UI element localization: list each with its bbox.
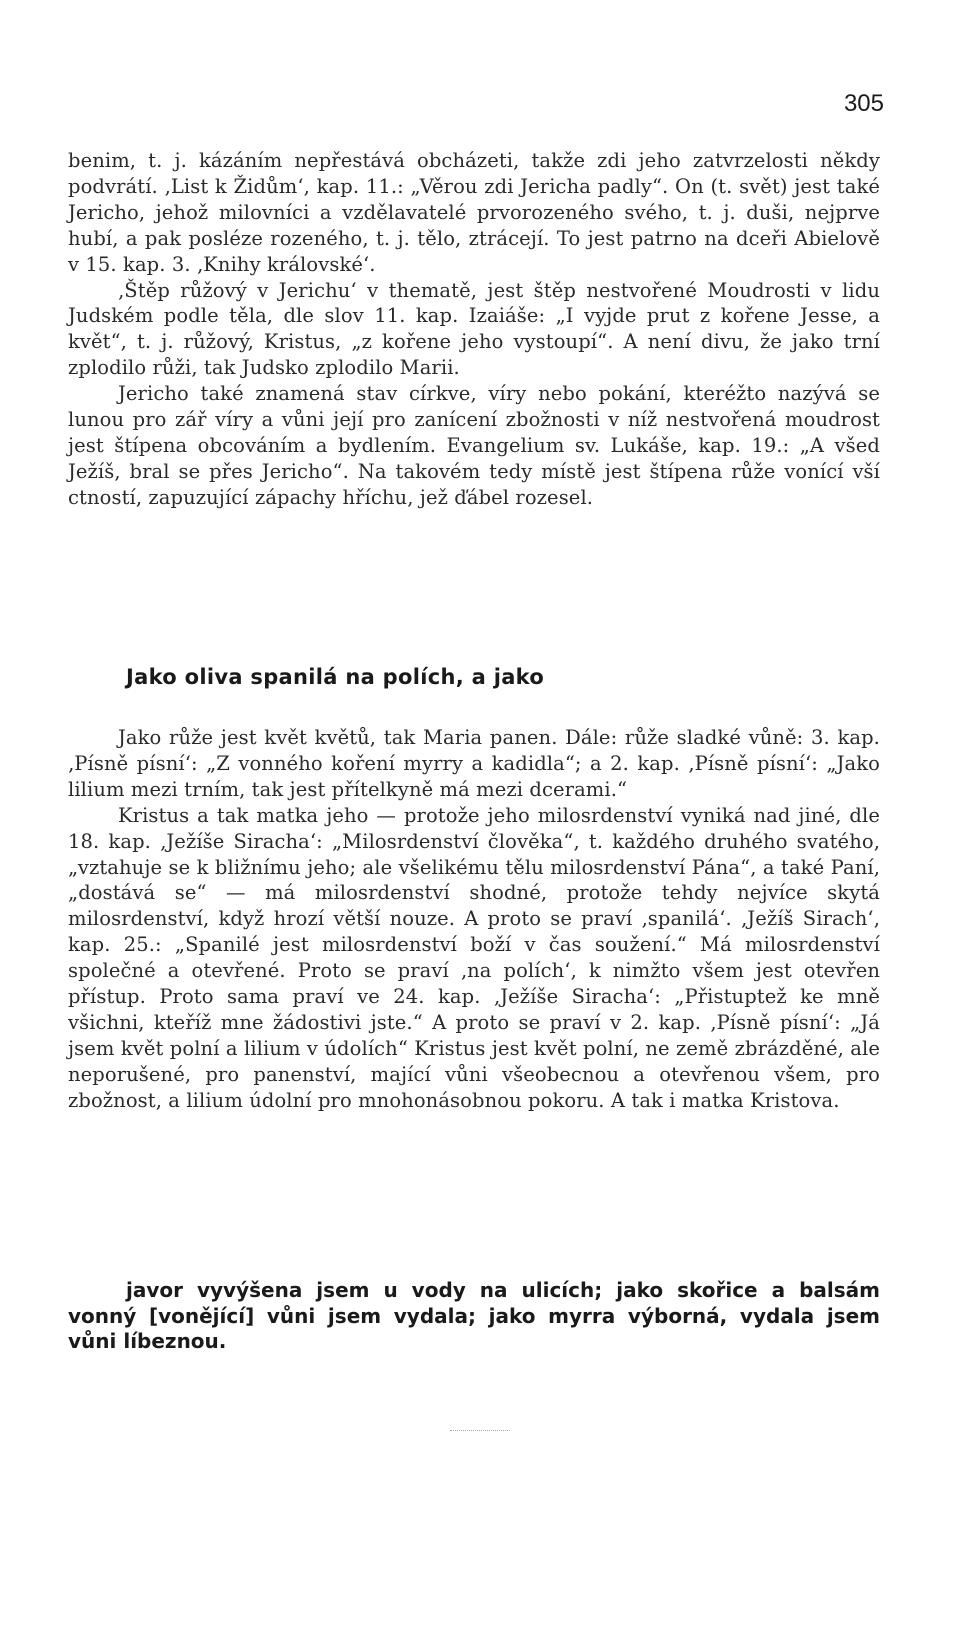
paragraph: Kristus a tak matka jeho — protože jeho milosrdenství vyniká nad jiné, dle 18. kap. ‚Ježíše Siracha‘: „Milosrdenství člověka“, t. každého druhého svatého, „vztahuje se k bližnímu jeho; ale všelikému tělu milosrdenství Pána“, a také Paní, „dostává se“ — má milosrdenství shodné, protože tehdy nejvíce skytá milosrdenství, když hrozí větší nouze. A proto se praví ‚spanilá‘. ‚Ježíš Sirach‘, kap. 25.: „Spanilé jest milosrdenství boží v čas soužení.“ Má milosrdenství společné a otevřené. Proto se praví ‚na polích‘, k nimžto všem jest otevřen přístup. Proto sama praví ve 24. kap. ‚Ježíše Siracha‘: „Přistuptež ke mně všichni, kteříž mne žádostivi jste.“ A proto se praví v 2. kap. ‚Písně písní‘: „Já jsem květ polní a lilium v údolích“ Kristus jest květ polní, ne země zbrázděné, ale neporušené, pro panenství, mající vůni všeobecnou a otevřenou všem, pro zbožnost, a lilium údolní pro mnohonásobnou pokoru. A tak i matka Kristova. — [68, 803, 880, 1112]
divider — [450, 1430, 510, 1432]
paragraph: Jericho také znamená stav církve, víry nebo pokání, kteréžto nazývá se lunou pro zář víry a vůni její pro zanícení zbožnosti v níž nestvořená moudrost jest štípena obcováním a bydlením. Evangelium sv. Lukáše, kap. 19.: „A všed Ježíš, bral se přes Jericho“. Na takovém tedy místě jest štípena růže vonící vší ctností, zapuzující zápachy hříchu, jež ďábel rozesel. — [68, 382, 880, 509]
paragraph: benim, t. j. kázáním nepřestává obcházeti, takže zdi jeho zatvrzelosti někdy podvrátí. ‚List k Židům‘, kap. 11.: „Věrou zdi Jericha padly“. On (t. svět) jest také Jericho, jehož milovníci a vzdělavatelé prvorozeného svého, t. j. duši, nejprve hubí, a pak posléze rozeného, t. j. tělo, ztrácejí. To jest patrno na dceři Abielově v 15. kap. 3. ‚Knihy královské‘. — [68, 149, 880, 276]
page-number: 305 — [843, 90, 884, 117]
closing-verse — [68, 1278, 880, 1355]
closing-verse-text: javor vyvýšena jsem u vody na ulicích; jako skořice a balsám vonný [vonějící] vůni jsem vydala; jako myrra výborná, vydala jsem vůni líbeznou. — [68, 1278, 880, 1354]
text-block-lower — [68, 725, 880, 1114]
paragraph: ‚Štěp růžový v Jerichu‘ v thematě, jest štěp nestvořené Moudrosti v lidu Judském podle těla, dle slov 11. kap. Izaiáše: „I vyjde prut z kořene Jesse, a květ“, t. j. růžový, Kristus, „z kořene jeho vystoupí“. A není divu, že jako trní zplodilo růži, tak Judsko zplodilo Marii. — [68, 278, 880, 380]
section-heading: Jako oliva spanilá na polích, a jako — [126, 665, 545, 689]
paragraph: Jako růže jest květ květů, tak Maria panen. Dále: růže sladké vůně: 3. kap. ‚Písně písní‘: „Z vonného koření myrry a kadidla“; a 2. kap. ‚Písně písní‘: „Jako lilium mezi trním, tak jest přítelkyně má mezi dcerami.“ — [68, 726, 880, 801]
text-block-upper — [68, 148, 880, 511]
